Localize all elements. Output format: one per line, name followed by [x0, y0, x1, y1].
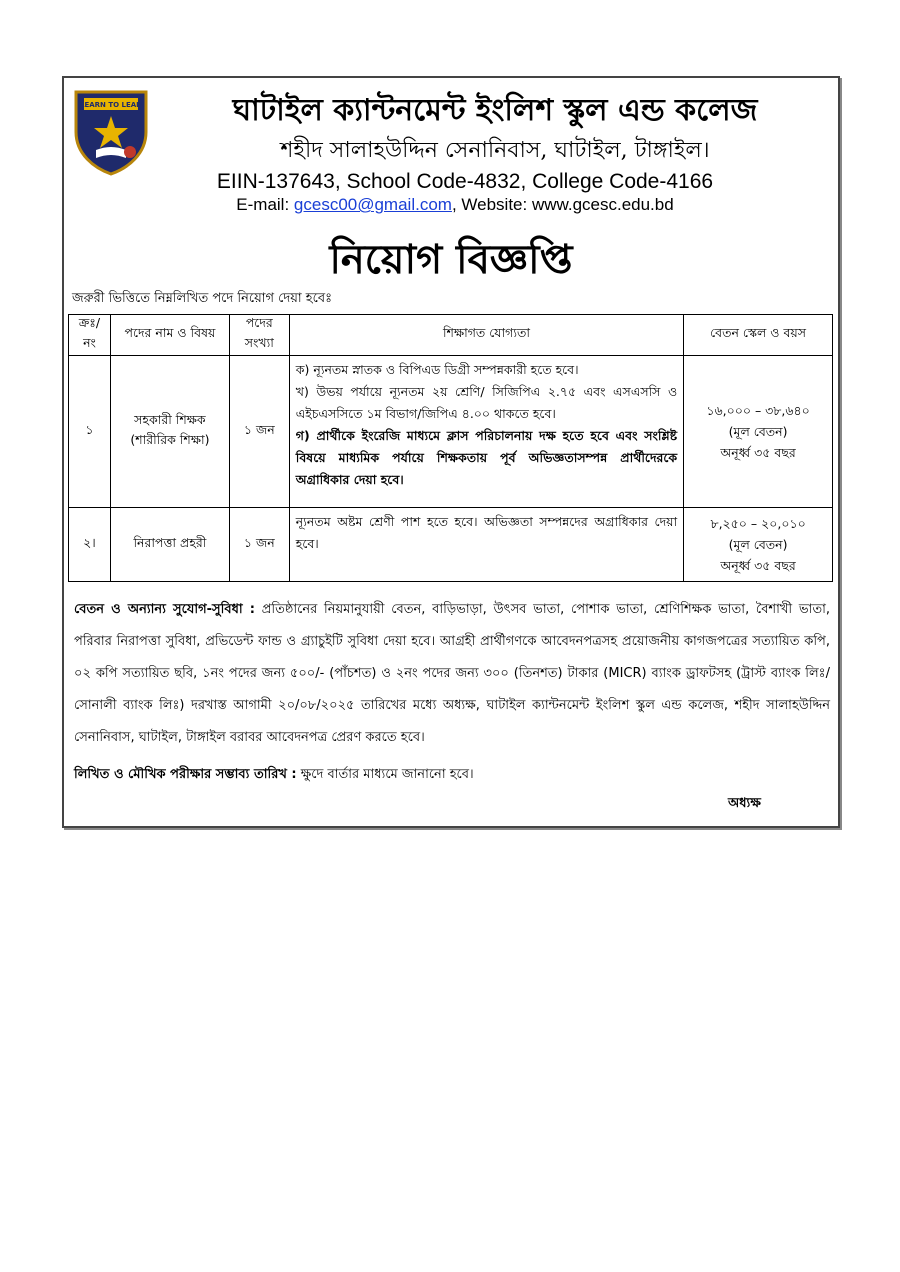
row-serial: ২।	[69, 508, 111, 582]
qualification-item: ন্যূনতম অষ্টম শ্রেণী পাশ হতে হবে। অভিজ্ঞতা সম্পন্নদের অগ্রাধিকার দেয়া হবে।	[295, 514, 678, 551]
benefits-text: প্রতিষ্ঠানের নিয়মানুযায়ী বেতন, বাড়িভাড়া, উৎসব ভাতা, পোশাক ভাতা, শ্রেণিশিক্ষক ভাতা, বৈশাখী ভাতা, পরিবার নিরাপত্তা সুবিধা, প্রভিডেন্ট ফান্ড ও গ্র্যাচুইটি সুবিধা দেয়া হবে। আগ্রহী প্রার্থীগণকে আবেদনপত্রসহ প্রয়োজনীয় কাগজপত্রের সত্যায়িত কপি, ০২ কপি সত্যায়িত ছবি, ১নং পদের জন্য ৫০০/- (পাঁচশত) ও ২নং পদের জন্য ৩০০ (তিনশত) টাকার (MICR) ব্যাংক ড্রাফটসহ (ট্রাস্ট ব্যাংক লিঃ/সোনালী ব্যাংক লিঃ) দরখাস্ত আগামী ২০/০৮/২০২৫ তারিখের মধ্যে অধ্যক্ষ, ঘাটাইল ক্যান্টনমেন্ট ইংলিশ স্কুল এন্ড কলেজ, শহীদ সালাহউদ্দিন সেনানিবাস, ঘাটাইল, টাঙ্গাইল বরাবর আবেদনপত্র প্রেরণ করতে হবে।	[74, 602, 830, 745]
header-post: পদের নাম ও বিষয়	[110, 315, 229, 356]
row-serial: ১	[69, 356, 111, 508]
header-qualification: শিক্ষাগত যোগ্যতা	[289, 315, 683, 356]
signature-principal: অধ্যক্ষ	[728, 796, 761, 811]
post-subject: (শারীরিক শিক্ষা)	[130, 431, 210, 447]
exam-date-line	[74, 765, 474, 786]
row-salary	[684, 508, 833, 582]
age-limit: অনূর্ধ্ব ৩৫ বছর	[720, 558, 796, 573]
benefits-paragraph	[74, 594, 830, 754]
svg-text:LEARN TO LEAD: LEARN TO LEAD	[80, 101, 142, 109]
exam-text: ক্ষুদে বার্তার মাধ্যমে জানানো হবে।	[296, 767, 474, 782]
notice-title: নিয়োগ বিজ্ঞপ্তি	[329, 236, 573, 283]
header-count: পদের সংখ্যা	[229, 315, 289, 356]
benefits-label: বেতন ও অন্যান্য সুযোগ-সুবিধা :	[74, 602, 255, 617]
website-text: , Website: www.gcesc.edu.bd	[451, 195, 674, 214]
row-qualification	[289, 508, 683, 582]
school-address: শহীদ সালাহউদ্দিন সেনানিবাস, ঘাটাইল, টাঙ্গাইল।	[280, 138, 710, 163]
email-link[interactable]: gcesc00@gmail.com	[293, 195, 452, 214]
qualification-item: খ) উভয় পর্যায়ে ন্যূনতম ২য় শ্রেণি/ সিজিপিএ ২.৭৫ এবং এসএসসি ও এইচএসসিতে ১ম বিভাগ/জিপিএ ৪.০০ থাকতে হবে।	[295, 384, 678, 421]
contact-line	[110, 195, 800, 215]
header-salary: বেতন স্কেল ও বয়স	[684, 315, 833, 356]
row-count: ১ জন	[229, 356, 289, 508]
row-post	[110, 356, 229, 508]
table-row	[69, 356, 833, 508]
salary-note: (মূল বেতন)	[728, 424, 788, 439]
school-name: ঘাটাইল ক্যান্টনমেন্ট ইংলিশ স্কুল এন্ড কলেজ	[232, 93, 758, 128]
row-salary	[684, 356, 833, 508]
post-name: নিরাপত্তা প্রহরী	[133, 534, 207, 550]
salary-note: (মূল বেতন)	[728, 537, 788, 552]
table-row	[69, 508, 833, 582]
header-serial: ক্রঃ/ নং	[69, 315, 111, 356]
table-header-row	[69, 315, 833, 356]
row-count: ১ জন	[229, 508, 289, 582]
row-post	[110, 508, 229, 582]
row-qualification	[289, 356, 683, 508]
post-name: সহকারী শিক্ষক	[134, 411, 206, 427]
vacancy-table	[68, 314, 833, 582]
salary-range: ১৬,০০০ – ৩৮,৬৪০	[706, 403, 810, 418]
exam-label: লিখিত ও মৌখিক পরীক্ষার সম্ভাব্য তারিখ :	[74, 767, 297, 782]
institution-codes: EIIN-137643, School Code-4832, College Code-4166	[216, 170, 714, 193]
school-logo	[70, 88, 152, 176]
age-limit: অনূর্ধ্ব ৩৫ বছর	[720, 445, 796, 460]
salary-range: ৮,২৫০ – ২০,০১০	[710, 516, 806, 531]
intro-text: জরুরী ভিত্তিতে নিম্নলিখিত পদে নিয়োগ দেয়া হবেঃ	[72, 291, 333, 306]
email-prefix: E-mail:	[236, 195, 294, 214]
qualification-item: ক) ন্যূনতম স্নাতক ও বিপিএড ডিগ্রী সম্পন্নকারী হতে হবে।	[295, 362, 579, 377]
qualification-item: গ) প্রার্থীকে ইংরেজি মাধ্যমে ক্লাস পরিচালনায় দক্ষ হতে হবে এবং সংশ্লিষ্ট বিষয়ে মাধ্যমিক পর্যায়ে শিক্ষকতায় পূর্ব অভিজ্ঞতাসম্পন্ন প্রার্থীদেরকে অগ্রাধিকার দেয়া হবে।	[295, 428, 678, 487]
